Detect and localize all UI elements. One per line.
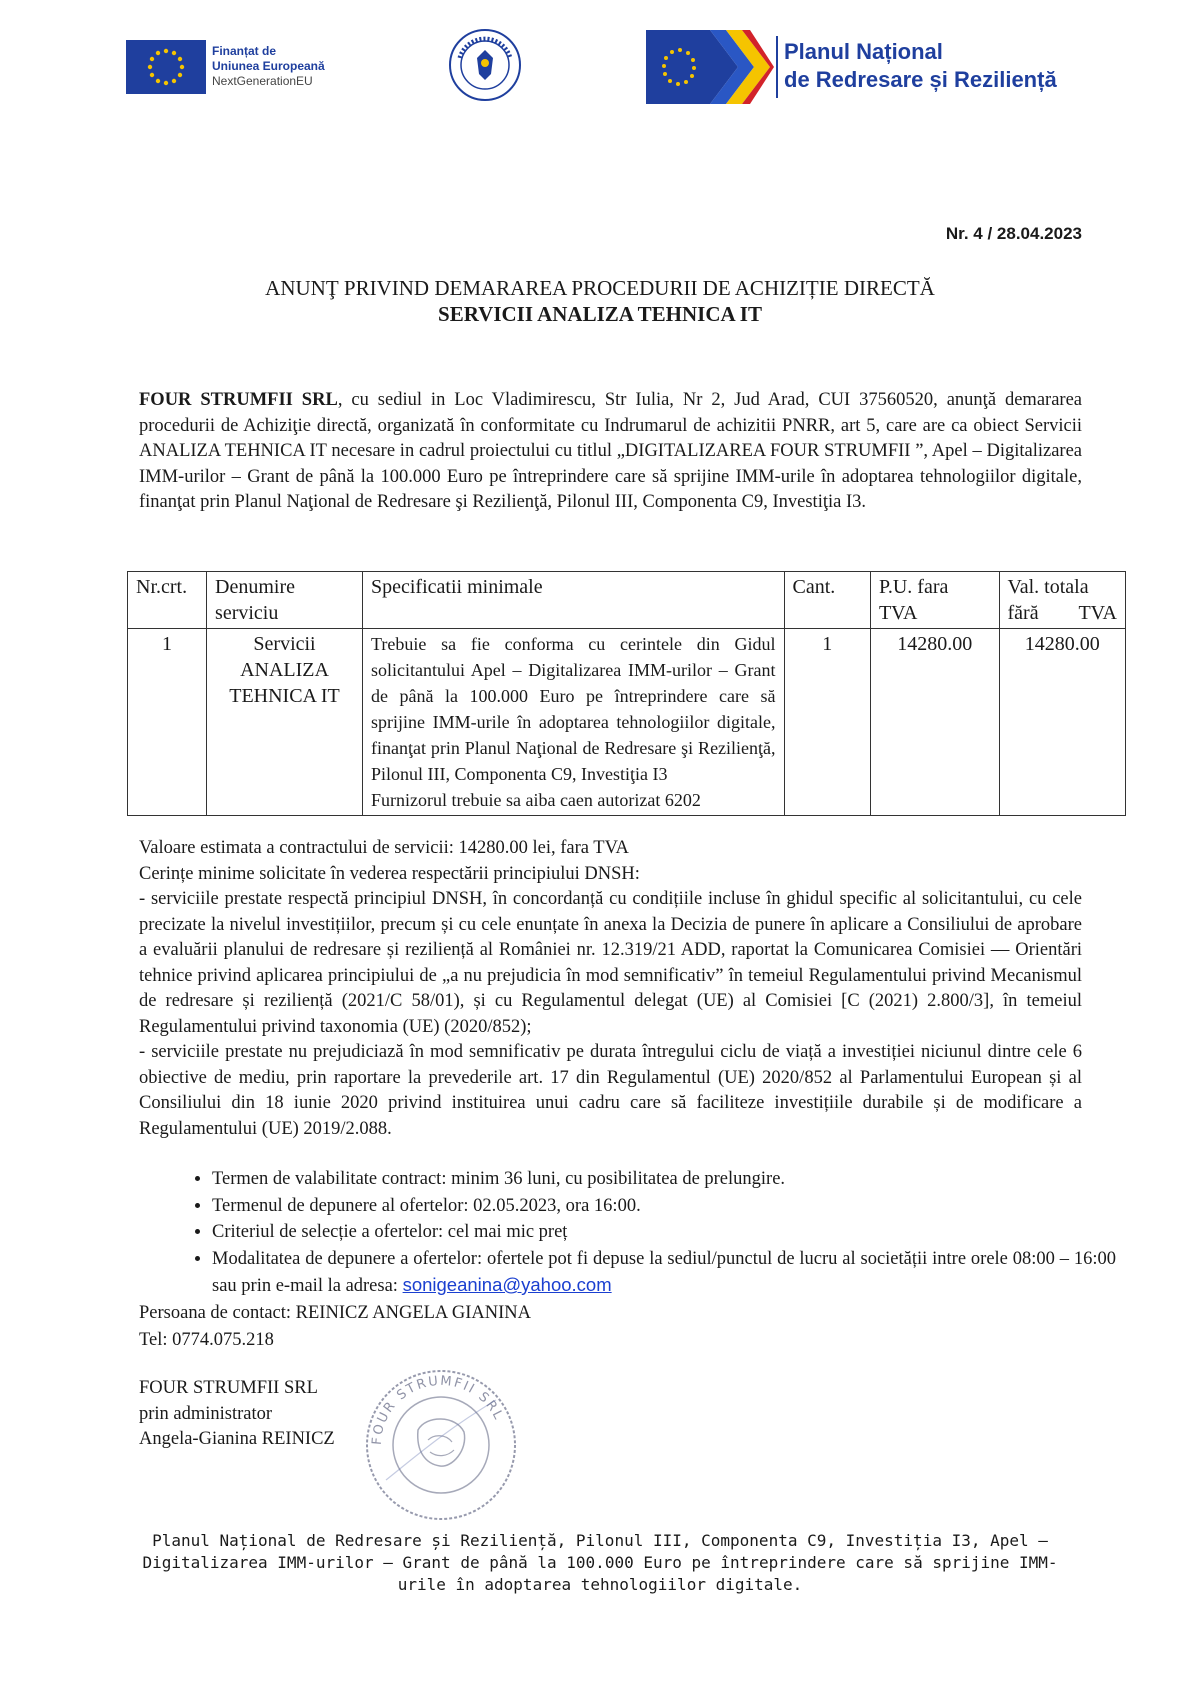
document-title: ANUNŢ PRIVIND DEMARAREA PROCEDURII DE ACHIZIȚIE DIRECTĂ (265, 276, 935, 300)
requirements-section (139, 836, 1082, 1142)
contact-block (139, 1300, 531, 1354)
pnrr-logo-icon (646, 30, 774, 104)
intro-paragraph (139, 388, 1082, 516)
list-item: • Termen de valabilitate contract: minim 36 luni, cu posibilitatea de prelungire. (212, 1167, 1116, 1193)
svg-text:FOUR STRUMFII SRL (370, 1374, 506, 1446)
list-item: • Termenul de depunere al ofertelor: 02.05.2023, ora 16:00. (212, 1194, 1116, 1220)
header-spec: Specificatii minimale (363, 572, 785, 629)
cell-spec-text: Trebuie sa fie conforma cu cerintele din Gidul solicitantului Apel – Digitalizarea IMM-urilor – Grant de până la 100.000 Euro pe întreprindere care să sprijine IMM-urile în adoptarea tehnologiilor digitale, finanţat prin Planul Naţional de Redresare şi Rezilienţă, Pilonul III, Componenta C9, Investiţia I3 (371, 634, 776, 784)
contact-person: Persoana de contact: REINICZ ANGELA GIANINA (139, 1303, 532, 1323)
cell-spec (363, 629, 785, 816)
email-link[interactable]: sonigeanina@yahoo.com (402, 1274, 612, 1295)
pnrr-logo (646, 30, 1076, 104)
contact-phone: Tel: 0774.075.218 (139, 1330, 274, 1350)
pnrr-logo-text (784, 38, 1057, 94)
cell-spec-extra: Furnizorul trebuie sa aiba caen autorizat 6202 (371, 790, 701, 810)
intro-text: , cu sediul in Loc Vladimirescu, Str Iulia, Nr 2, Jud Arad, CUI 37560520, anunţă demararea procedurii de Achiziţie directă, organizată în conformitate cu Indrumarul de achizitii PNRR, art 5, care are ca obiect Servicii ANALIZA TEHNICA IT necesare in cadrul proiectului cu titlul „DIGITALIZAREA FOUR STRUMFII ”, Apel – Digitalizarea IMM-urilor – Grant de până la 100.000 Euro pe întreprindere care să sprijine IMM-urile în adoptarea tehnologiilor digitale, finanţat prin Planul Naţional de Redresare şi Rezilienţă, Pilonul III, Componenta C9, Investiţia I3. (139, 390, 1082, 512)
dnsh-requirement-1: - serviciile prestate respectă principiul DNSH, în concordanță cu condițiile incluse în ghidul specific al solicitantului, cu cele precizate la nivelul investițiilor, precum și cu cele enunțate în anexa la Decizia de punere în aplicare a Consiliului de aprobare a evaluării planului de redresare și reziliență al României nr. 12.319/21 ADD, raportat la Comunicarea Comisiei — Orientări tehnice privind aplicarea principiului de „a nu prejudicia în mod semnificativ” în temeiul Regulamentului privind Mecanismul de redresare și reziliență (2021/C 58/01), și cu Regulamentul delegat (UE) al Comisiei [C (2021) 2.800/3], în temeiul Regulamentului privind taxonomia (UE) (2020/852); (139, 889, 1082, 1037)
company-stamp-icon (356, 1360, 526, 1530)
header-denumire: Denumire serviciu (207, 572, 363, 629)
intro-company-name: FOUR STRUMFII SRL (139, 390, 338, 410)
eu-flag-icon (126, 40, 206, 94)
cell-pu: 14280.00 (870, 629, 999, 816)
eu-funding-logo (126, 40, 366, 96)
cell-denumire: Servicii ANALIZA TEHNICA IT (207, 629, 363, 816)
estimated-value: Valoare estimata a contractului de servicii: 14280.00 lei, fara TVA (139, 838, 629, 858)
pnrr-logo-line1: Planul Național (784, 39, 943, 64)
conditions-list (178, 1167, 1116, 1301)
document-subtitle: SERVICII ANALIZA TEHNICA IT (438, 302, 762, 326)
page-footer: Planul Național de Redresare și Reziliență, Pilonul III, Componenta C9, Investiția I3, Apel – Digitalizarea IMM-urilor – Grant de până la 100.000 Euro pe întreprindere care să sprijine IMM-urile în adoptarea tehnologiilor digitale. (142, 1531, 1058, 1594)
signature-block (139, 1376, 353, 1453)
eu-logo-text (212, 44, 325, 89)
signature-company: FOUR STRUMFII SRL (139, 1378, 318, 1398)
header-cant: Cant. (784, 572, 870, 629)
cell-nr: 1 (128, 629, 207, 816)
stamp-text: FOUR STRUMFII SRL (369, 1373, 507, 1446)
table-row (128, 629, 1126, 816)
dnsh-requirement-2: - serviciile prestate nu prejudiciază în mod semnificativ pe durata întregului ciclu de viață a investiției niciunul dintre cele 6 obiective de mediu, prin raportare la prevederile art. 17 din Regulamentul (UE) 2020/852 al Parlamentului European și al Consiliului din 18 iunie 2020 privind instituirea unui cadru care să faciliteze investițiile durabile și de modificare a Regulamentului (UE) 2019/2.088. (139, 1042, 1082, 1139)
eu-logo-line2: Uniunea Europeană (212, 59, 325, 73)
cell-cant: 1 (784, 629, 870, 816)
document-number: Nr. 4 / 28.04.2023 (945, 224, 1082, 243)
list-item: • Criteriul de selecție a ofertelor: cel mai mic preț (212, 1220, 1116, 1246)
cell-val: 14280.00 (999, 629, 1126, 816)
eu-logo-line3: NextGenerationEU (212, 74, 313, 88)
signature-name: Angela-Gianina REINICZ (139, 1429, 335, 1449)
guvernul-romaniei-seal-icon (448, 28, 522, 102)
services-table (127, 571, 1126, 816)
table-header-row (128, 572, 1126, 629)
header-pu: P.U. fara TVA (870, 572, 999, 629)
pnrr-logo-line2: de Redresare și Reziliență (784, 67, 1057, 92)
pnrr-logo-separator (776, 36, 778, 98)
header-val: Val. totala fără TVA (999, 572, 1126, 629)
eu-logo-line1: Finanțat de (212, 44, 277, 58)
dnsh-title: Cerințe minime solicitate în vederea respectării principiului DNSH: (139, 863, 640, 884)
signature-role: prin administrator (139, 1403, 273, 1424)
submission-text: Modalitatea de depunere a ofertelor: ofertele pot fi depuse la sediul/punctul de lucru al societății intre orele 08:00 – 16:00 sau prin e-mail la adresa: (212, 1248, 1116, 1296)
list-item (212, 1247, 1116, 1300)
header-nr: Nr.crt. (128, 572, 207, 629)
